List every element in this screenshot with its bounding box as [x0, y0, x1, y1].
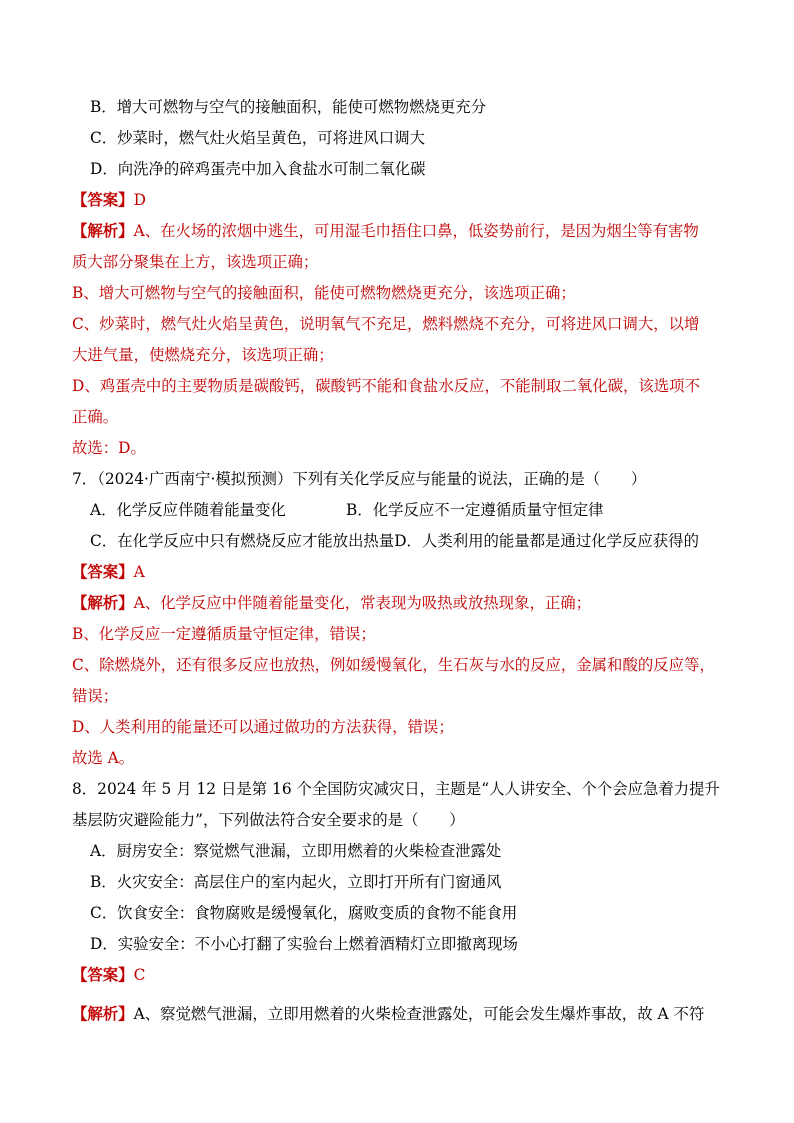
q7-answer-line [72, 557, 728, 587]
analysis-tag: 【解析】 [72, 594, 134, 612]
q6-analysis-line-7: 正确。 [72, 408, 119, 426]
q7-conclusion: 故选 A。 [72, 749, 135, 767]
q6-option-c: C．炒菜时，燃气灶火焰呈黄色，可将进风口调大 [90, 129, 425, 147]
q6-option-d: D．向洗净的碎鸡蛋壳中加入食盐水可制二氧化碳 [90, 160, 426, 178]
q7-option-b: B．化学反应不一定遵循质量守恒定律 [346, 501, 604, 519]
q8-stem-line-1: 8．2024 年 5 月 12 日是第 16 个全国防灾减灾日，主题是“人人讲安全、个个会应急着力提升 [72, 780, 720, 798]
q7-analysis-line-2: B、化学反应一定遵循质量守恒定律，错误； [72, 625, 376, 643]
q6-analysis-line-6: D、鸡蛋壳中的主要物质是碳酸钙，碳酸钙不能和食盐水反应，不能制取二氧化碳，该选项不 [72, 377, 700, 395]
q6-analysis-line-4: C、炒菜时，燃气灶火焰呈黄色，说明氧气不充足，燃料燃烧不充分，可将进风口调大，以增 [72, 315, 700, 333]
answer-tag: 【答案】 [72, 966, 134, 984]
q8-option-c: C．饮食安全：食物腐败是缓慢氧化，腐败变质的食物不能食用 [90, 904, 518, 922]
q6-analysis-line-1 [72, 216, 728, 246]
q8-analysis-line-1 [72, 999, 728, 1029]
q7-analysis-text: A、化学反应中伴随着能量变化，常表现为吸热或放热现象，正确； [133, 594, 592, 612]
q7-options-row-1 [90, 495, 728, 525]
q7-stem: 7．（2024·广西南宁·模拟预测）下列有关化学反应与能量的说法，正确的是（ ） [72, 470, 647, 488]
q8-answer-line [72, 960, 728, 990]
q7-option-a: A．化学反应伴随着能量变化 [90, 501, 286, 519]
q7-option-d: D．人类利用的能量都是通过化学反应获得的 [394, 532, 699, 550]
answer-tag: 【答案】 [72, 191, 134, 209]
analysis-tag: 【解析】 [72, 222, 134, 240]
q7-analysis-line-5: D、人类利用的能量还可以通过做功的方法获得，错误； [72, 718, 454, 736]
q8-option-d: D．实验安全：不小心打翻了实验台上燃着酒精灯立即撤离现场 [90, 935, 518, 953]
q6-analysis-line-2: 质大部分聚集在上方，该选项正确； [72, 253, 319, 271]
q7-options-row-2 [90, 526, 728, 556]
q6-conclusion: 故选：D。 [72, 439, 146, 457]
q8-option-a: A．厨房安全：察觉燃气泄漏，立即用燃着的火柴检查泄露处 [90, 842, 502, 860]
q7-option-c: C．在化学反应中只有燃烧反应才能放出热量 [90, 532, 395, 550]
q7-analysis-line-1 [72, 588, 728, 618]
q6-answer-line [72, 185, 728, 215]
answer-tag: 【答案】 [72, 563, 134, 581]
q6-option-b: B．增大可燃物与空气的接触面积，能使可燃物燃烧更充分 [90, 98, 487, 116]
q6-analysis-line-3: B、增大可燃物与空气的接触面积，能使可燃物燃烧更充分，该选项正确； [72, 284, 576, 302]
q7-analysis-line-4: 错误； [72, 687, 119, 705]
q6-analysis-text: A、在火场的浓烟中逃生，可用湿毛巾捂住口鼻，低姿势前行，是因为烟尘等有害物 [133, 222, 699, 240]
q7-answer-value: A [133, 563, 145, 581]
analysis-tag: 【解析】 [72, 1005, 134, 1023]
q6-answer-value: D [133, 191, 146, 209]
q8-stem-line-2: 基层防灾避险能力”，下列做法符合安全要求的是（ ） [72, 811, 465, 829]
q7-analysis-line-3: C、除燃烧外，还有很多反应也放热，例如缓慢氧化，生石灰与水的反应，金属和酸的反应等， [72, 656, 715, 674]
q8-option-b: B．火灾安全：高层住户的室内起火，立即打开所有门窗通风 [90, 873, 502, 891]
q8-answer-value: C [133, 966, 146, 984]
q6-analysis-line-5: 大进气量，使燃烧充分，该选项正确； [72, 346, 334, 364]
q8-analysis-text: A、察觉燃气泄漏，立即用燃着的火柴检查泄露处，可能会发生爆炸事故，故 A 不符 [133, 1005, 705, 1023]
